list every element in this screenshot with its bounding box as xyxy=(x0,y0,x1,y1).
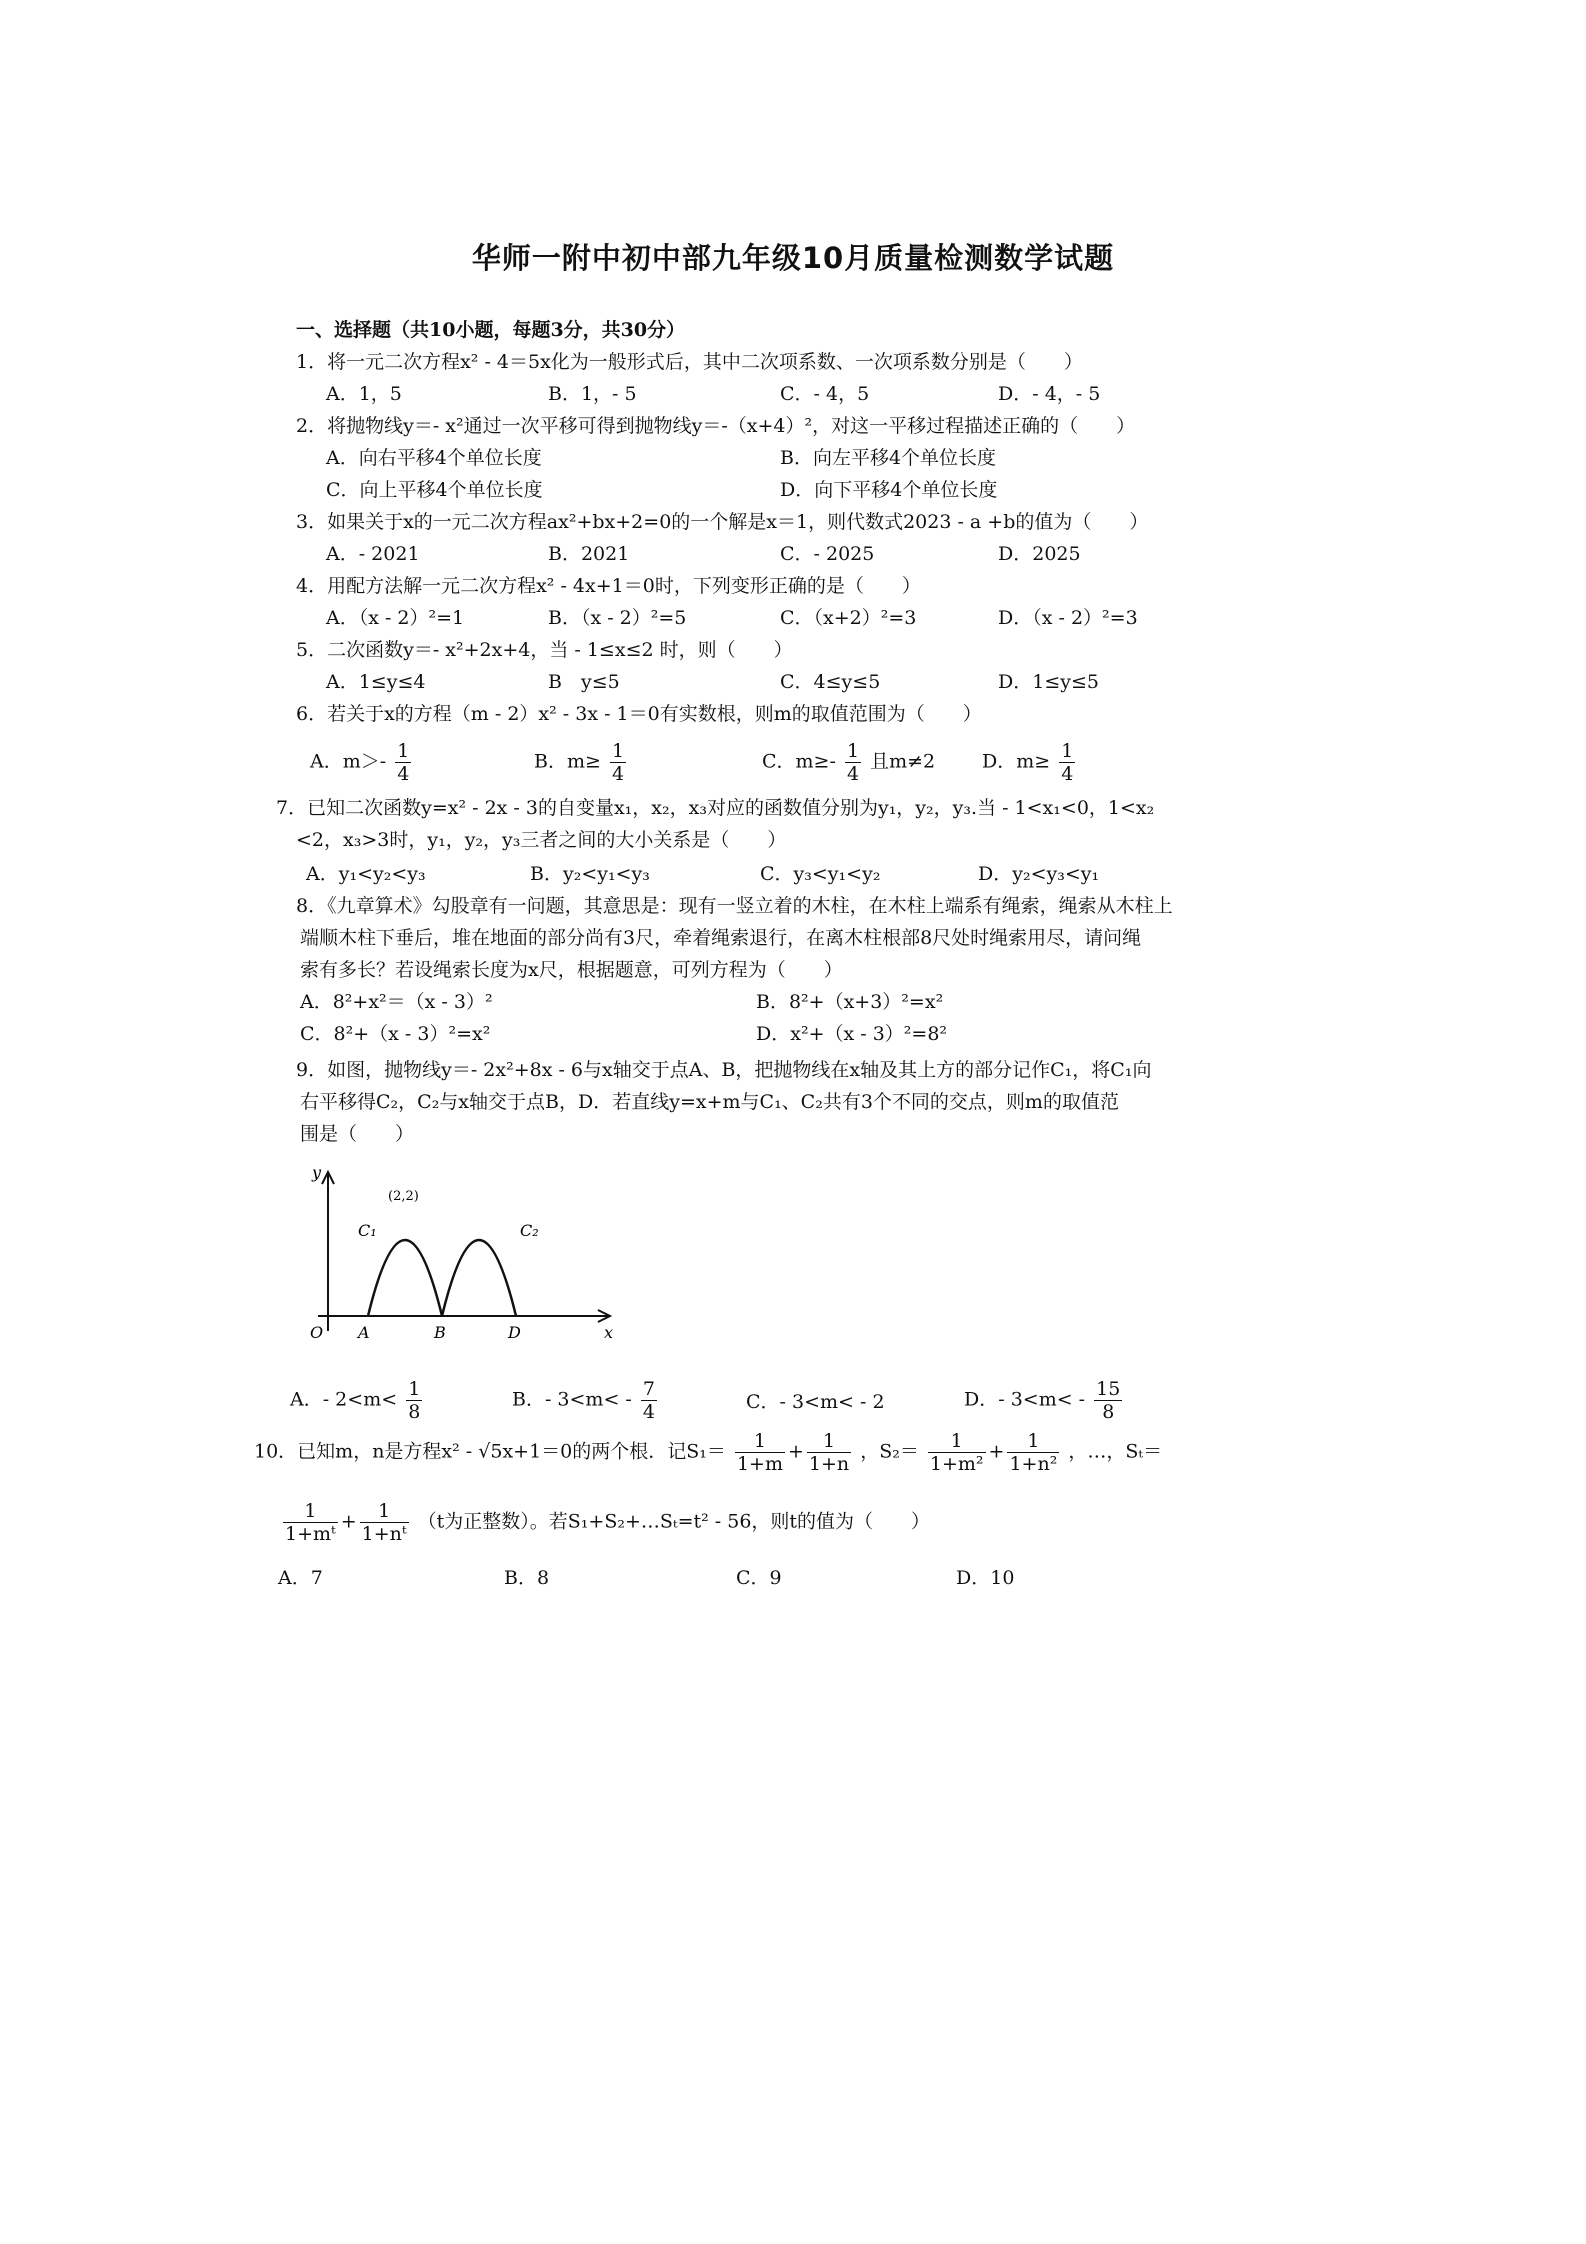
q6-option-c-suffix: 且m≠2 xyxy=(870,750,936,773)
q9-a-denominator: 8 xyxy=(408,1401,421,1423)
q10-s1m-denominator: 1+m xyxy=(736,1453,783,1475)
q5-option-a: A．1≤y≤4 xyxy=(326,671,426,693)
q6-option-b xyxy=(534,740,629,785)
q9-d-denominator: 8 xyxy=(1102,1401,1115,1423)
q8-option-b: B．8²+（x+3）²=x² xyxy=(756,991,944,1013)
exam-title: 华师一附中初中部九年级10月质量检测数学试题 xyxy=(471,241,1115,275)
q6-option-a-label: A．m＞- xyxy=(310,750,387,773)
q9-option-a xyxy=(290,1378,425,1423)
q10-intro: 10．已知m，n是方程x² - √5x+1＝0的两个根．记S₁＝ xyxy=(254,1440,726,1463)
q9-stem-line-1: 9．如图，抛物线y＝- 2x²+8x - 6与x轴交于点A、B，把抛物线在x轴及其上方的部分记作C₁，将C₁向 xyxy=(296,1059,1152,1081)
q8-option-a: A．8²+x²＝（x - 3）² xyxy=(300,991,493,1013)
section-heading: 一、选择题（共10小题，每题3分，共30分） xyxy=(296,319,686,341)
q10-st-term-m xyxy=(283,1500,338,1545)
q10-stm-denominator: 1+mᵗ xyxy=(285,1523,336,1545)
q3-option-b: B．2021 xyxy=(548,543,630,565)
q10-st-label: ，…，Sₜ＝ xyxy=(1068,1440,1163,1463)
q1-option-a: A．1，5 xyxy=(326,383,402,405)
q6-option-a-fraction xyxy=(395,740,411,785)
q6-option-c-label: C．m≥- xyxy=(762,750,836,773)
q4-option-c: C．（x+2）²=3 xyxy=(780,607,917,629)
c2-label: C₂ xyxy=(520,1221,539,1240)
q6-b-numerator: 1 xyxy=(611,740,625,762)
q10-stem-line-2: $\frac{1}{\text{1+mᵗ}}$ + $\frac{1}{\text{1+nᵗ}}$ （t为正整数）。若S₁+S₂+…Sₜ=t² - 56，则t的值为（ ） xyxy=(285,1500,931,1545)
q8-stem-line-2: 端顺木柱下垂后，堆在地面的部分尚有3尺，牵着绳索退行，在离木柱根部8尺处时绳索用尽，请问绳 xyxy=(300,927,1142,949)
point-b-label: B xyxy=(434,1323,446,1342)
q9-option-d-fraction xyxy=(1094,1378,1122,1423)
origin-label: O xyxy=(310,1323,324,1342)
q7-option-b: B．y₂<y₁<y₃ xyxy=(530,863,650,885)
q6-stem: 6．若关于x的方程（m - 2）x² - 3x - 1＝0有实数根，则m的取值范围为（ ） xyxy=(296,703,982,725)
q10-option-d: D．10 xyxy=(956,1567,1015,1589)
q1-option-b: B．1，- 5 xyxy=(548,383,637,405)
q9-stem-line-2: 右平移得C₂，C₂与x轴交于点B，D．若直线y=x+m与C₁、C₂共有3个不同的交点，则m的取值范 xyxy=(300,1091,1119,1113)
q6-d-denominator: 4 xyxy=(1061,763,1074,785)
q6-option-b-label: B．m≥ xyxy=(534,750,601,773)
x-axis-label: x xyxy=(604,1323,614,1342)
q6-option-c xyxy=(762,740,935,785)
q6-option-c-fraction xyxy=(845,740,861,785)
q10-s2n-denominator: 1+n² xyxy=(1009,1453,1058,1475)
q10-s2n-numerator: 1 xyxy=(1007,1430,1059,1453)
q9-stem-line-3: 围是（ ） xyxy=(300,1123,415,1145)
q2-option-d: D．向下平移4个单位长度 xyxy=(780,479,998,501)
q7-option-a: A．y₁<y₂<y₃ xyxy=(306,863,426,885)
c1-label: C₁ xyxy=(358,1221,377,1240)
curve-c1 xyxy=(368,1240,442,1316)
q10-s2-label: ，S₂＝ xyxy=(860,1440,919,1463)
q7-option-d: D．y₂<y₃<y₁ xyxy=(978,863,1100,885)
q10-s2-term-n xyxy=(1007,1430,1059,1475)
q10-condition: （t为正整数）。若S₁+S₂+…Sₜ=t² - 56，则t的值为（ ） xyxy=(417,1510,931,1533)
q1-stem: 1．将一元二次方程x² - 4＝5x化为一般形式后，其中二次项系数、一次项系数分别是（ ） xyxy=(296,351,1083,373)
q2-option-c: C．向上平移4个单位长度 xyxy=(326,479,543,501)
q5-stem: 5．二次函数y＝- x²+2x+4，当 - 1≤x≤2 时，则（ ） xyxy=(296,639,793,661)
q9-option-b-fraction xyxy=(641,1378,657,1423)
q1-option-d: D．- 4，- 5 xyxy=(998,383,1101,405)
q10-stn-numerator: 1 xyxy=(360,1500,409,1523)
q3-option-a: A．- 2021 xyxy=(326,543,420,565)
point-a-label: A xyxy=(358,1323,370,1342)
q6-a-numerator: 1 xyxy=(397,740,410,762)
q6-option-d-fraction xyxy=(1059,740,1075,785)
q5-option-c: C．4≤y≤5 xyxy=(780,671,881,693)
q10-option-b: B．8 xyxy=(504,1567,550,1589)
q6-c-numerator: 1 xyxy=(846,740,860,762)
q2-option-b: B．向左平移4个单位长度 xyxy=(780,447,997,469)
q6-option-a xyxy=(310,740,414,785)
q6-option-b-fraction xyxy=(610,740,626,785)
q6-option-d xyxy=(982,740,1078,785)
q4-stem: 4．用配方法解一元二次方程x² - 4x+1＝0时，下列变形正确的是（ ） xyxy=(296,575,921,597)
q10-s2m-denominator: 1+m² xyxy=(929,1453,984,1475)
q7-option-c: C．y₃<y₁<y₂ xyxy=(760,863,881,885)
q4-option-a: A．（x - 2）²=1 xyxy=(326,607,465,629)
q8-option-d: D．x²+（x - 3）²=8² xyxy=(756,1023,948,1045)
q2-option-a: A．向右平移4个单位长度 xyxy=(326,447,542,469)
q3-stem: 3．如果关于x的一元二次方程ax²+bx+2=0的一个解是x＝1，则代数式2023 - a +b的值为（ ） xyxy=(296,511,1149,533)
q10-s1-term-m xyxy=(735,1430,785,1475)
q9-option-c: C．- 3<m< - 2 xyxy=(746,1391,885,1413)
q10-st-term-n xyxy=(360,1500,409,1545)
q5-option-b: B y≤5 xyxy=(548,671,620,693)
q9-option-b xyxy=(512,1378,660,1423)
q10-s1n-numerator: 1 xyxy=(807,1430,851,1453)
q6-a-denominator: 4 xyxy=(397,763,410,785)
q5-option-d: D．1≤y≤5 xyxy=(998,671,1099,693)
q6-d-numerator: 1 xyxy=(1061,740,1074,762)
q8-stem-line-3: 索有多长？若设绳索长度为x尺，根据题意，可列方程为（ ） xyxy=(300,959,843,981)
q10-stn-denominator: 1+nᵗ xyxy=(361,1523,407,1545)
q3-option-c: C．- 2025 xyxy=(780,543,875,565)
q3-option-d: D．2025 xyxy=(998,543,1081,565)
q9-b-denominator: 4 xyxy=(642,1401,655,1423)
curve-c2 xyxy=(442,1240,516,1316)
q10-option-c: C．9 xyxy=(736,1567,782,1589)
q9-option-b-label: B．- 3<m< - xyxy=(512,1388,632,1411)
q2-stem: 2．将抛物线y＝- x²通过一次平移可得到抛物线y＝-（x+4）²，对这一平移过程描述正确的（ ） xyxy=(296,415,1136,437)
q9-a-numerator: 1 xyxy=(408,1378,421,1400)
q10-s1-term-n xyxy=(807,1430,851,1475)
q8-option-c: C．8²+（x - 3）²=x² xyxy=(300,1023,491,1045)
q10-option-a: A．7 xyxy=(278,1567,323,1589)
parabola-figure xyxy=(288,1166,628,1356)
q10-s2m-numerator: 1 xyxy=(928,1430,986,1453)
q9-option-d-label: D．- 3<m< - xyxy=(964,1388,1086,1411)
q10-stem-line-1: 10．已知m，n是方程x² - √5x+1＝0的两个根．记S₁＝ $\frac{1}{1+m}$ + $\frac{1}{1+n}$ ，S₂＝ $\frac{1}{\text{1+m²}}$ + $\frac{1}{\text{1+n²}}$ ，…，Sₜ＝ xyxy=(254,1430,1163,1475)
q6-option-d-label: D．m≥ xyxy=(982,750,1051,773)
q10-s1m-numerator: 1 xyxy=(735,1430,785,1453)
q10-stm-numerator: 1 xyxy=(283,1500,338,1523)
q1-option-c: C．- 4，5 xyxy=(780,383,870,405)
q6-b-denominator: 4 xyxy=(611,763,625,785)
q4-option-d: D．（x - 2）²=3 xyxy=(998,607,1138,629)
q9-b-numerator: 7 xyxy=(642,1378,655,1400)
q9-option-a-fraction xyxy=(406,1378,422,1423)
q6-c-denominator: 4 xyxy=(846,763,860,785)
q8-stem-line-1: 8．《九章算术》勾股章有一问题，其意思是：现有一竖立着的木柱，在木柱上端系有绳索，绳索从木柱上 xyxy=(296,895,1173,917)
q9-d-numerator: 15 xyxy=(1096,1378,1121,1400)
q9-option-a-label: A．- 2<m< xyxy=(290,1388,398,1411)
vertex-annotation: (2,2) xyxy=(388,1189,419,1204)
q10-s2-term-m xyxy=(928,1430,986,1475)
q7-stem-line-2: <2，x₃>3时，y₁，y₂，y₃三者之间的大小关系是（ ） xyxy=(296,829,787,851)
q7-stem-line-1: 7．已知二次函数y=x² - 2x - 3的自变量x₁，x₂，x₃对应的函数值分别为y₁，y₂，y₃.当 - 1<x₁<0，1<x₂ xyxy=(276,797,1155,819)
y-axis-label: y xyxy=(312,1166,322,1182)
q4-option-b: B．（x - 2）²=5 xyxy=(548,607,687,629)
q10-s1n-denominator: 1+n xyxy=(808,1453,850,1475)
point-d-label: D xyxy=(508,1323,521,1342)
q9-option-d xyxy=(964,1378,1125,1423)
